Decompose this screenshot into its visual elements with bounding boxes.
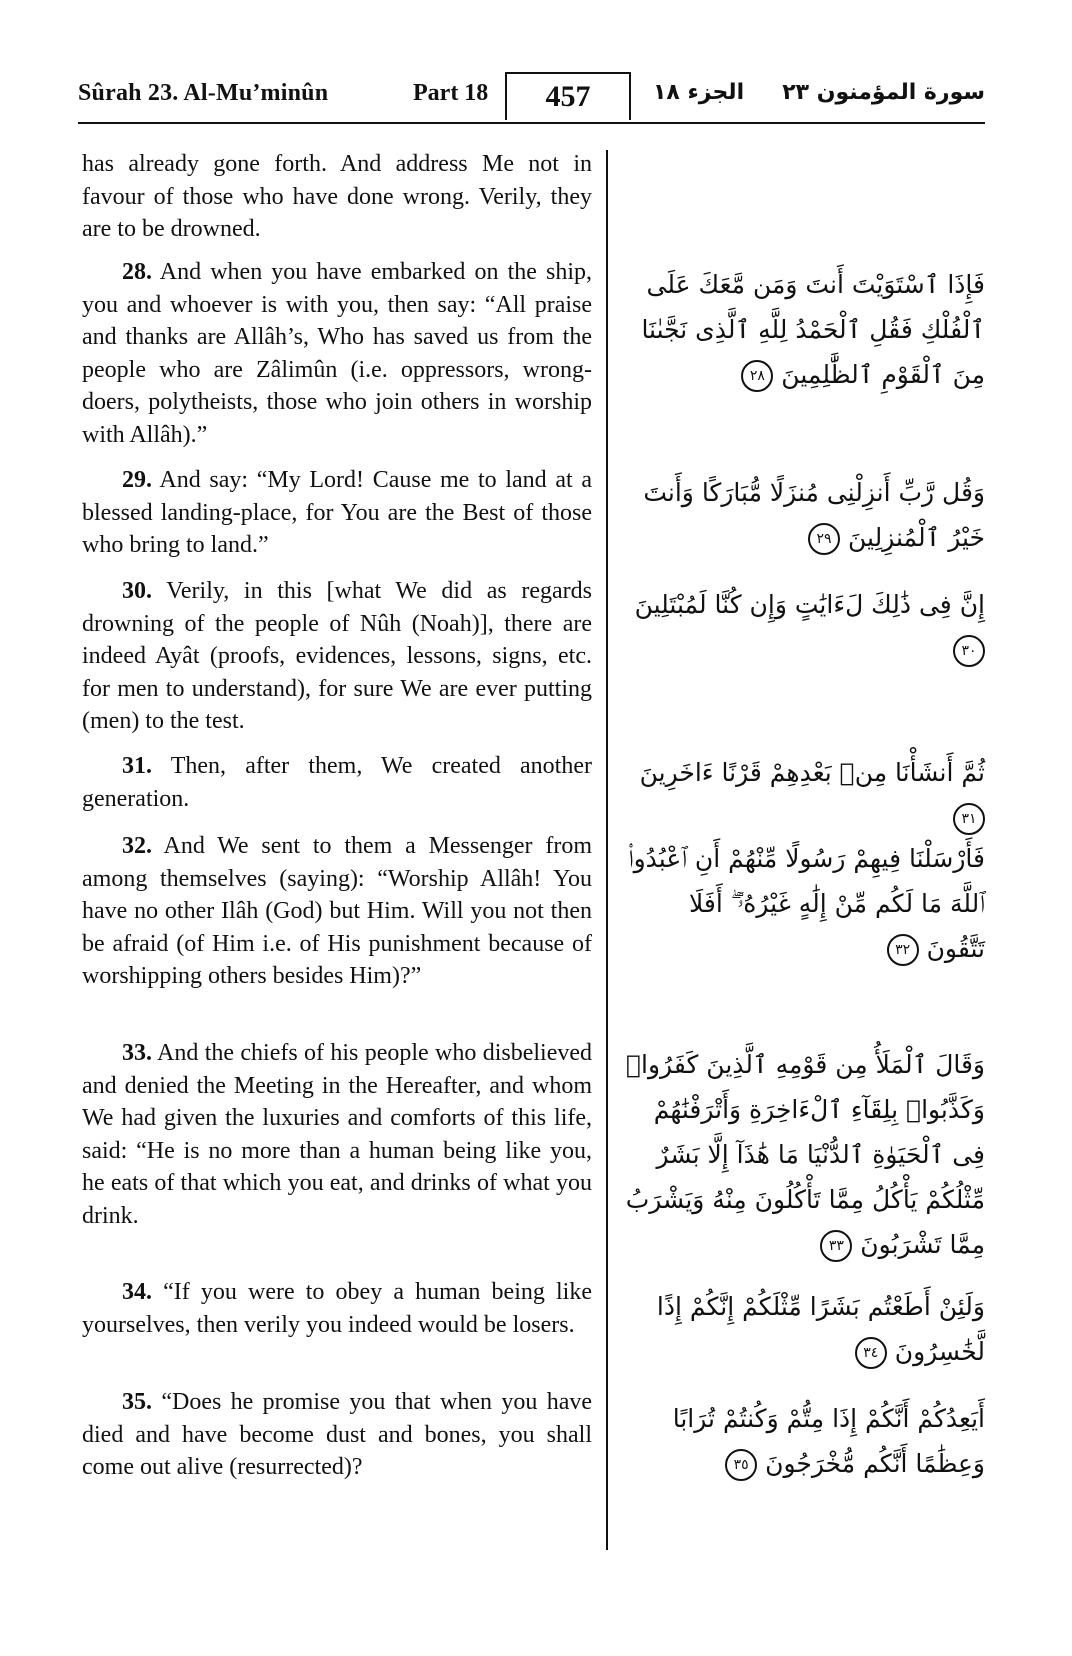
arabic-text: وَلَئِنْ أَطَعْتُم بَشَرًا مِّثْلَكُمْ إِنَّكُمْ إِذًا لَّخَٰسِرُونَ	[656, 1292, 985, 1366]
verse-29-ar	[625, 470, 985, 560]
verse-text: And when you have embarked on the ship, you and whoever is with you, then say: “All praise and thanks are Allâh’s, Who has saved us from the people who are Zâlimûn (i.e. oppressors, wrong-doers, polytheists, those who join others in worship with Allâh).”	[82, 259, 592, 448]
verse-text: Verily, in this [what We did as regards drowning of the people of Nûh (Noah)], there are indeed Ayât (proofs, evidences, lessons, signs, etc. for men to understand), for sure We are ever putting (men) to the test.	[82, 578, 592, 735]
verse-34-en	[82, 1276, 592, 1341]
verse-text: “Does he promise you that when you have died and have become dust and bones, you shall come out alive (resurrected)?	[82, 1389, 593, 1481]
verse-28-en	[82, 256, 592, 452]
verse-35-en	[82, 1386, 592, 1484]
arabic-text: وَقُل رَّبِّ أَنزِلْنِى مُنزَلًا مُّبَارَكًا وَأَنتَ خَيْرُ ٱلْمُنزِلِينَ	[643, 478, 985, 552]
verse-text: “If you were to obey a human being like yourselves, then verily you indeed would be losers.	[82, 1279, 592, 1338]
verse-30-en	[82, 575, 592, 738]
verse-30-ar	[625, 582, 985, 672]
verse-33-ar	[625, 1042, 985, 1267]
page-header	[78, 76, 985, 124]
arabic-text: فَأَرْسَلْنَا فِيهِمْ رَسُولًا مِّنْهُمْ أَنِ ٱعْبُدُوا۟ ٱللَّهَ مَا لَكُم مِّنْ إِلَٰهٍ غَيْرُهُۥٓ ۖ أَفَلَا تَتَّقُونَ	[627, 844, 985, 963]
verse-text: has already gone forth. And address Me not in favour of those who have done wrong. Verily, they are to be drowned.	[82, 151, 592, 243]
part-label-en: Part 18	[413, 80, 489, 106]
verse-number: 30.	[122, 578, 152, 604]
verse-text: And the chiefs of his people who disbelieved and denied the Meeting in the Hereafter, and whom We had given the luxuries and comforts of this life, said: “He is no more than a human being like you, he eats of that which you eat, and drinks of what you drink.	[82, 1040, 592, 1229]
ayah-number-mark: ٣٢	[887, 934, 919, 966]
ayah-number-mark: ٣٥	[725, 1449, 757, 1481]
page-number: 457	[505, 72, 631, 120]
verse-number: 34.	[122, 1279, 152, 1305]
verse-continued	[82, 148, 592, 246]
verse-number: 33.	[122, 1040, 152, 1066]
header-rule	[78, 122, 985, 124]
verse-number: 32.	[122, 833, 152, 859]
arabic-text: أَيَعِدُكُمْ أَنَّكُمْ إِذَا مِتُّمْ وَكُنتُمْ تُرَابًا وَعِظَٰمًا أَنَّكُم مُّخْرَجُونَ	[672, 1404, 985, 1478]
verse-number: 31.	[122, 753, 152, 779]
verse-34-ar	[625, 1284, 985, 1374]
arabic-text: ثُمَّ أَنشَأْنَا مِنۢ بَعْدِهِمْ قَرْنًا ءَاخَرِينَ	[639, 758, 985, 787]
verse-text: Then, after them, We created another generation.	[82, 753, 592, 812]
verse-35-ar	[625, 1396, 985, 1486]
verse-32-ar	[625, 836, 985, 971]
surah-title-en: Sûrah 23. Al-Mu’minûn	[78, 80, 329, 106]
arabic-text: وَقَالَ ٱلْمَلَأُ مِن قَوْمِهِ ٱلَّذِينَ كَفَرُوا۟ وَكَذَّبُوا۟ بِلِقَآءِ ٱلْءَاخِرَةِ وَأَتْرَفْنَٰهُمْ فِى ٱلْحَيَوٰةِ ٱلدُّنْيَا مَا هَٰذَآ إِلَّا بَشَرٌ مِّثْلُكُمْ يَأْكُلُ مِمَّا تَأْكُلُونَ مِنْهُ وَيَشْرَبُ مِمَّا تَشْرَبُونَ	[625, 1050, 985, 1259]
column-divider	[606, 150, 608, 1550]
arabic-text: فَإِذَا ٱسْتَوَيْتَ أَنتَ وَمَن مَّعَكَ عَلَى ٱلْفُلْكِ فَقُلِ ٱلْحَمْدُ لِلَّهِ ٱلَّذِى نَجَّىٰنَا مِنَ ٱلْقَوْمِ ٱلظَّٰلِمِينَ	[641, 270, 985, 389]
verse-32-en	[82, 830, 592, 993]
verse-29-en	[82, 464, 592, 562]
verse-28-ar	[625, 262, 985, 397]
verse-number: 28.	[122, 259, 152, 285]
arabic-text: إِنَّ فِى ذَٰلِكَ لَءَايَٰتٍ وَإِن كُنَّا لَمُبْتَلِينَ	[634, 590, 985, 619]
ayah-number-mark: ٣٣	[820, 1230, 852, 1262]
ayah-number-mark: ٣٠	[953, 635, 985, 667]
ayah-number-mark: ٢٨	[741, 360, 773, 392]
verse-31-ar	[625, 750, 985, 840]
ayah-number-mark: ٢٩	[808, 523, 840, 555]
verse-31-en	[82, 750, 592, 815]
verse-text: And We sent to them a Messenger from among themselves (saying): “Worship Allâh! You have no other Ilâh (God) but Him. Will you not then be afraid (of Him i.e. of His punishment because of worshipping others besides Him)?”	[82, 833, 592, 990]
verse-text: And say: “My Lord! Cause me to land at a blessed landing-place, for You are the Best of those who bring to land.”	[82, 467, 592, 559]
verse-number: 35.	[122, 1389, 152, 1415]
part-label-ar: الجزء ١٨	[653, 80, 745, 105]
verse-33-en	[82, 1037, 592, 1233]
surah-title-ar: سورة المؤمنون ٢٣	[782, 80, 985, 105]
ayah-number-mark: ٣١	[953, 803, 985, 835]
ayah-number-mark: ٣٤	[855, 1337, 887, 1369]
verse-number: 29.	[122, 467, 152, 493]
